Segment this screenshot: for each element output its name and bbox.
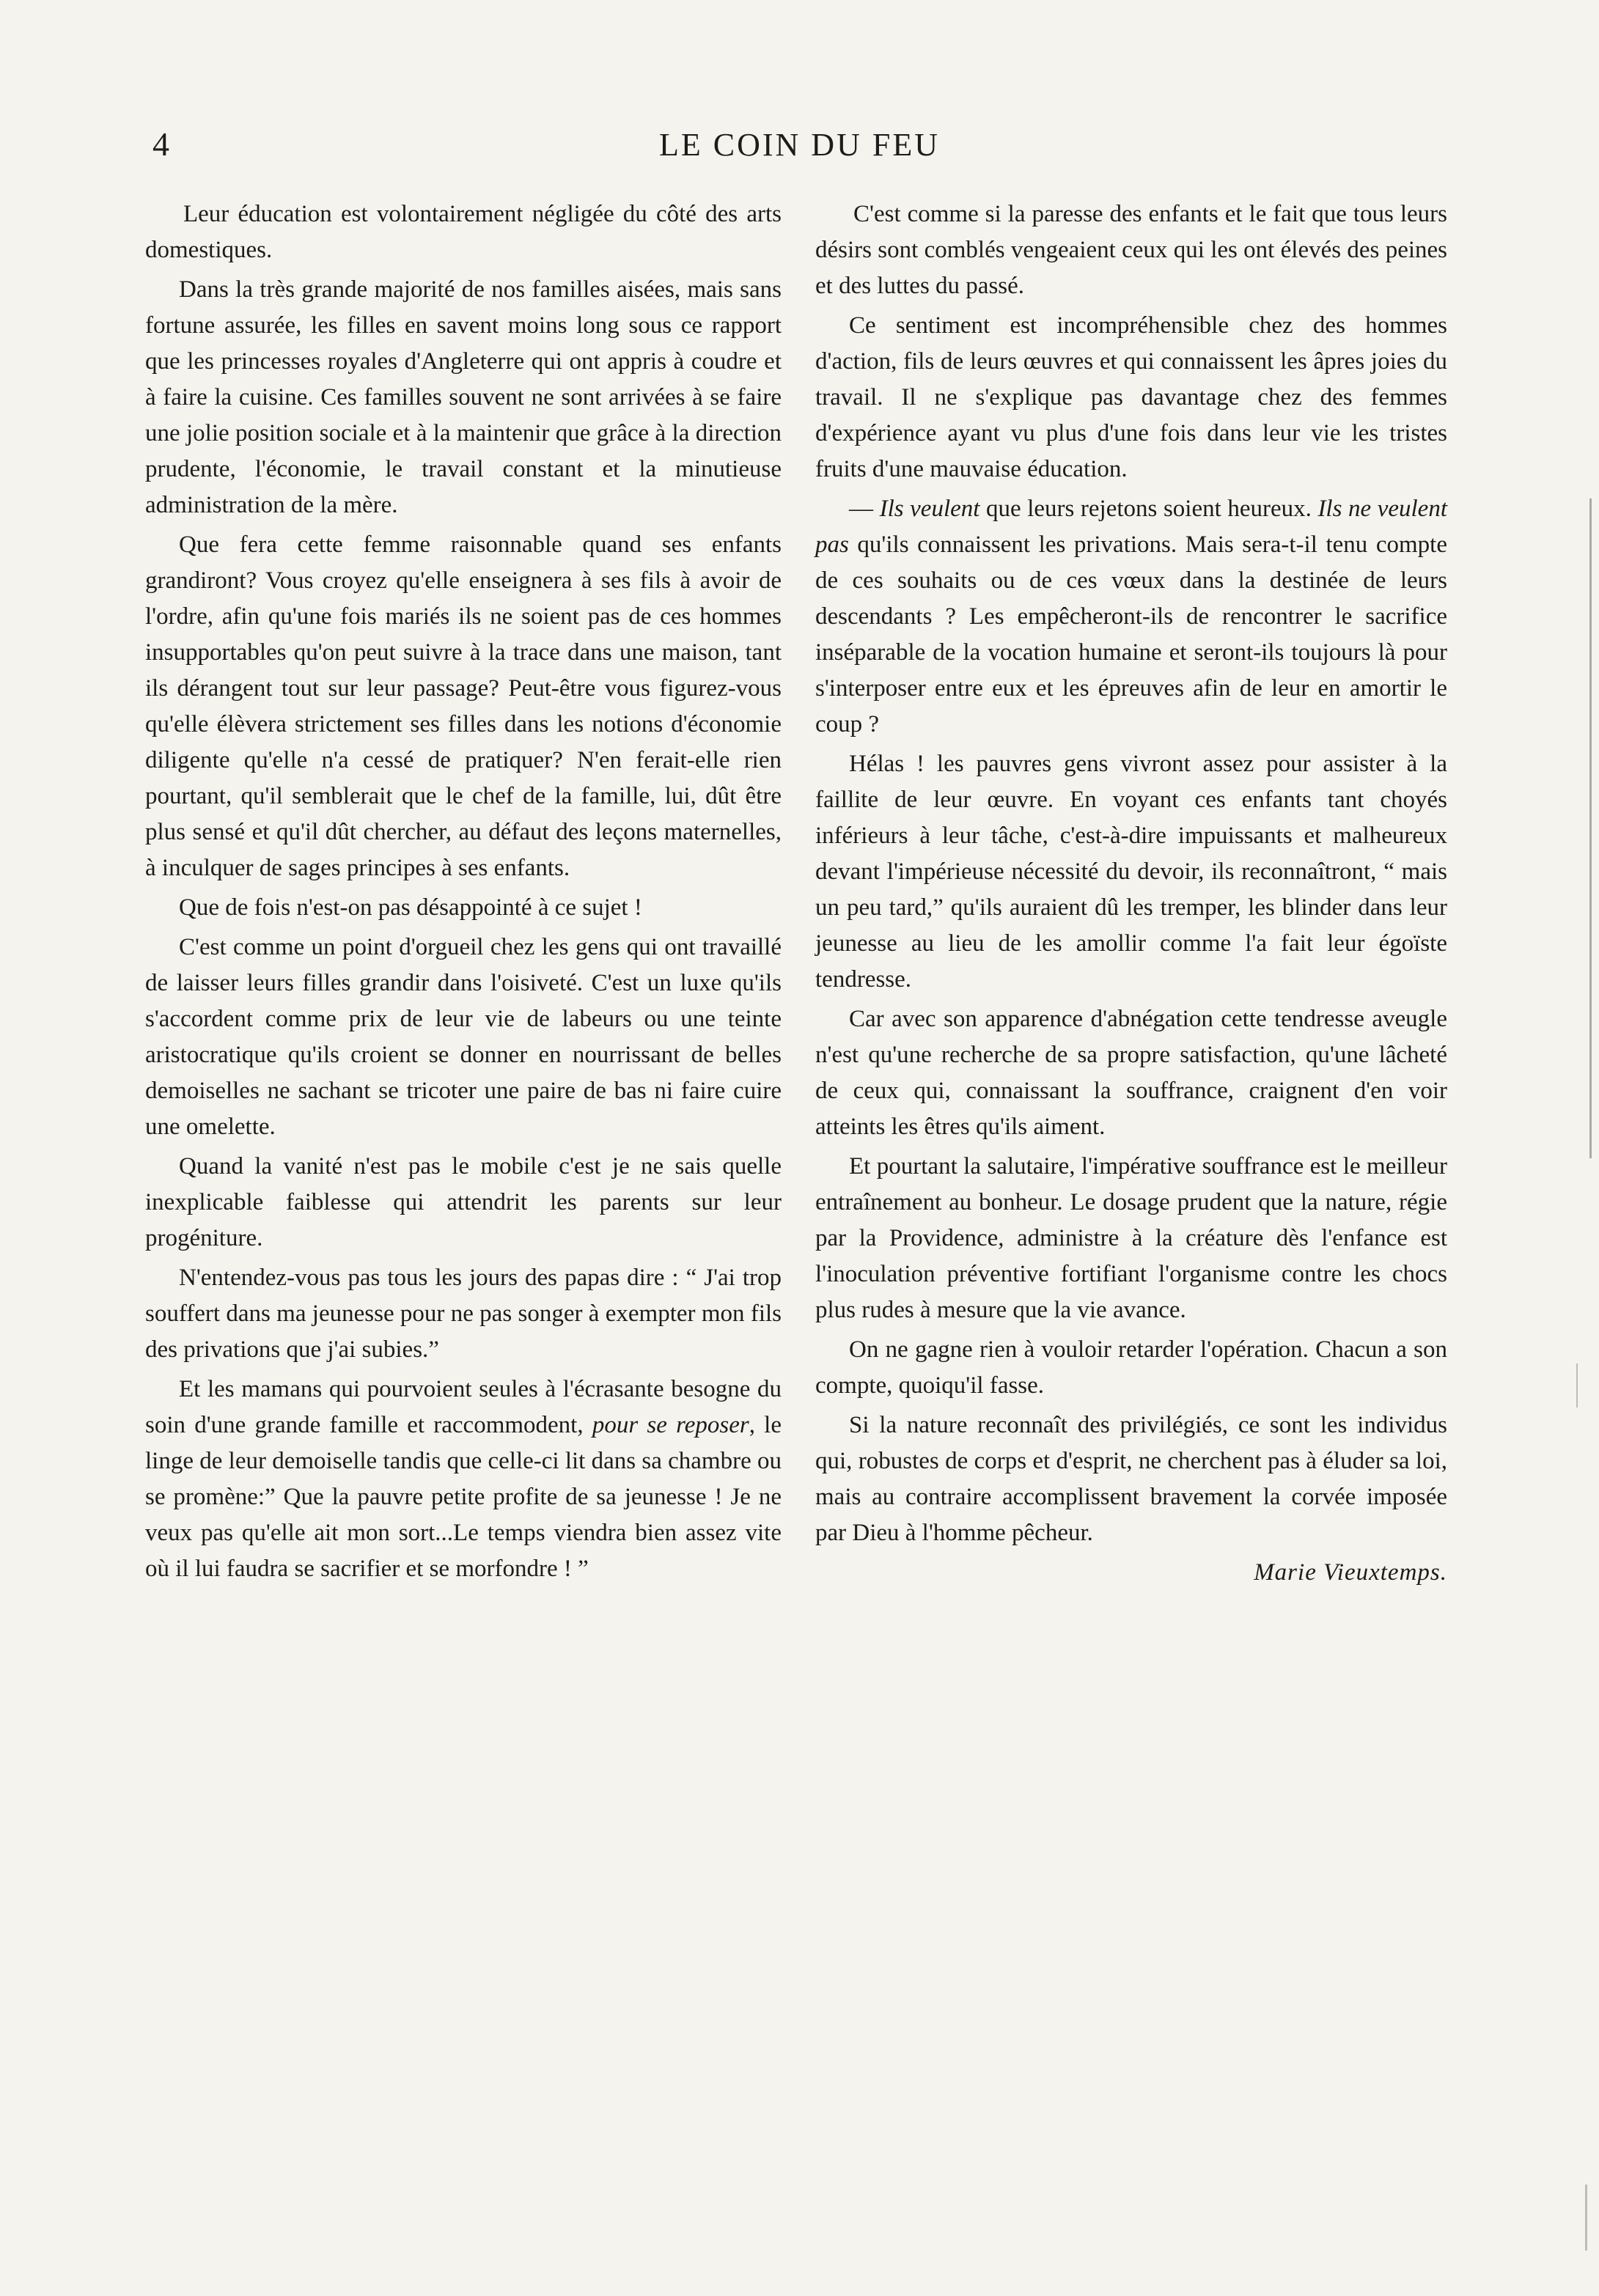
italic-run: Ils ne veulent pas xyxy=(815,496,1447,558)
scan-edge-mark xyxy=(1589,498,1592,1158)
paragraph: C'est comme un point d'orgueil chez les gens qui ont travaillé de laisser leurs filles grandir dans l'oisiveté. C'est un luxe qu'ils s'accordent comme prix de leur vie de labeurs ou une teinte aristocratique qu'ils croient se donner en nourrissant de belles demoiselles ne sachant se tricoter une paire de bas ni faire cuire une omelette. xyxy=(145,934,782,1140)
paragraph: Si la nature reconnaît des privilégiés, ce sont les individus qui, robustes de corps et d'esprit, ne cherchent pas à éluder sa loi, mais au contraire accomplissent bravement la corvée imposée par Dieu à l'homme pêcheur. xyxy=(815,1412,1447,1546)
text-run: , le linge de leur demoiselle tandis que celle-ci lit dans sa chambre ou se promène:” Que la pauvre petite profite de sa jeunesse ! Je ne veux pas qu'elle ait mon sort...Le temps viendra bien assez vite où il lui faudra se sacrifier et se morfondre ! ” xyxy=(145,1412,782,1582)
paragraph: On ne gagne rien à vouloir retarder l'opération. Chacun a son compte, quoiqu'il fasse. xyxy=(815,1336,1447,1399)
left-column xyxy=(145,196,782,1591)
text-run: Et les mamans qui pourvoient seules à l'écrasante besogne du soin d'une grande famille et raccommodent, xyxy=(145,1376,782,1438)
paragraph: C'est comme si la paresse des enfants et le fait que tous leurs désirs sont comblés vengeaient ceux qui les ont élevés des peines et des luttes du passé. xyxy=(815,201,1447,299)
paragraph: Ce sentiment est incompréhensible chez des hommes d'action, fils de leurs œuvres et qui connaissent les âpres joies du travail. Il ne s'explique pas davantage chez des femmes d'expérience ayant vu plus d'une fois dans leur vie les tristes fruits d'une mauvaise éducation. xyxy=(815,312,1447,482)
paragraph: Quand la vanité n'est pas le mobile c'est je ne sais quelle inexplicable faiblesse qui attendrit les parents sur leur progéniture. xyxy=(145,1153,782,1251)
scan-edge-mark xyxy=(1576,1364,1578,1408)
running-title: LE COIN DU FEU xyxy=(659,127,940,163)
page-number: 4 xyxy=(152,125,169,163)
paragraph: Car avec son apparence d'abnégation cette tendresse aveugle n'est qu'une recherche de sa propre satisfaction, qu'une lâcheté de ceux qui, connaissant la souffrance, craignent d'en voir atteints les êtres qu'ils aiment. xyxy=(815,1006,1447,1140)
dash: — xyxy=(849,496,880,522)
italic-run: pour se reposer xyxy=(592,1412,749,1438)
scan-edge-mark xyxy=(1585,2185,1587,2251)
text-run: qu'ils connaissent les privations. Mais sera-t-il tenu compte de ces souhaits ou de ces vœux dans la destinée de leurs descendants ? Les empêcheront-ils de rencontrer le sacrifice inséparable de la vocation humaine et seront-ils toujours là pour s'interposer entre eux et les épreuves afin de leur en amortir le coup ? xyxy=(815,531,1447,737)
paragraph xyxy=(145,1372,782,1587)
author-signature: Marie Vieuxtemps. xyxy=(1254,1559,1447,1586)
italic-run: Ils veulent xyxy=(879,496,980,522)
paragraph: Hélas ! les pauvres gens vivront assez pour assister à la faillite de leur œuvre. En voyant ces enfants tant choyés inférieurs à leur tâche, c'est-à-dire impuissants et malheureux devant l'impérieuse nécessité du devoir, ils reconnaîtront, “ mais un peu tard,” qu'ils auraient dû les tremper, les blinder dans leur jeunesse au lieu de les amollir comme l'a fait leur égoïste tendresse. xyxy=(815,751,1447,993)
paragraph xyxy=(815,491,1447,743)
paragraph: Dans la très grande majorité de nos familles aisées, mais sans fortune assurée, les filles en savent moins long sous ce rapport que les princesses royales d'Angleterre qui ont appris à coudre et à faire la cuisine. Ces familles souvent ne sont arrivées à se faire une jolie position sociale et à la maintenir que grâce à la direction prudente, l'économie, le travail constant et la minutieuse administration de la mère. xyxy=(145,276,782,518)
right-column xyxy=(815,196,1447,1594)
paragraph: N'entendez-vous pas tous les jours des papas dire : “ J'ai trop souffert dans ma jeunesse pour ne pas songer à exempter mon fils des privations que j'ai subies.” xyxy=(145,1265,782,1363)
paragraph: Que de fois n'est-on pas désappointé à ce sujet ! xyxy=(179,894,642,921)
paragraph: Leur éducation est volontairement négligée du côté des arts domestiques. xyxy=(145,201,782,263)
text-run: que leurs rejetons soient heureux. xyxy=(979,496,1318,522)
paragraph: Que fera cette femme raisonnable quand ses enfants grandiront? Vous croyez qu'elle enseignera à ses fils à avoir de l'ordre, afin qu'une fois mariés ils ne soient pas de ces hommes insupportables qu'on peut suivre à la trace dans une maison, tant ils dérangent tout sur leur passage? Peut-être vous figurez-vous qu'elle élèvera strictement ses filles dans les notions d'économie diligente qu'elle n'a cessé de pratiquer? N'en ferait-elle rien pourtant, qu'il semblerait que le chef de la famille, lui, dût être plus sensé et qu'il dût chercher, au défaut des leçons maternelles, à inculquer de sages principes à ses enfants. xyxy=(145,531,782,881)
paragraph: Et pourtant la salutaire, l'impérative souffrance est le meilleur entraînement au bonheur. Le dosage prudent que la nature, régie par la Providence, administre à la créature dès l'enfance est l'inoculation préventive fortifiant l'organisme contre les chocs plus rudes à mesure que la vie avance. xyxy=(815,1153,1447,1323)
